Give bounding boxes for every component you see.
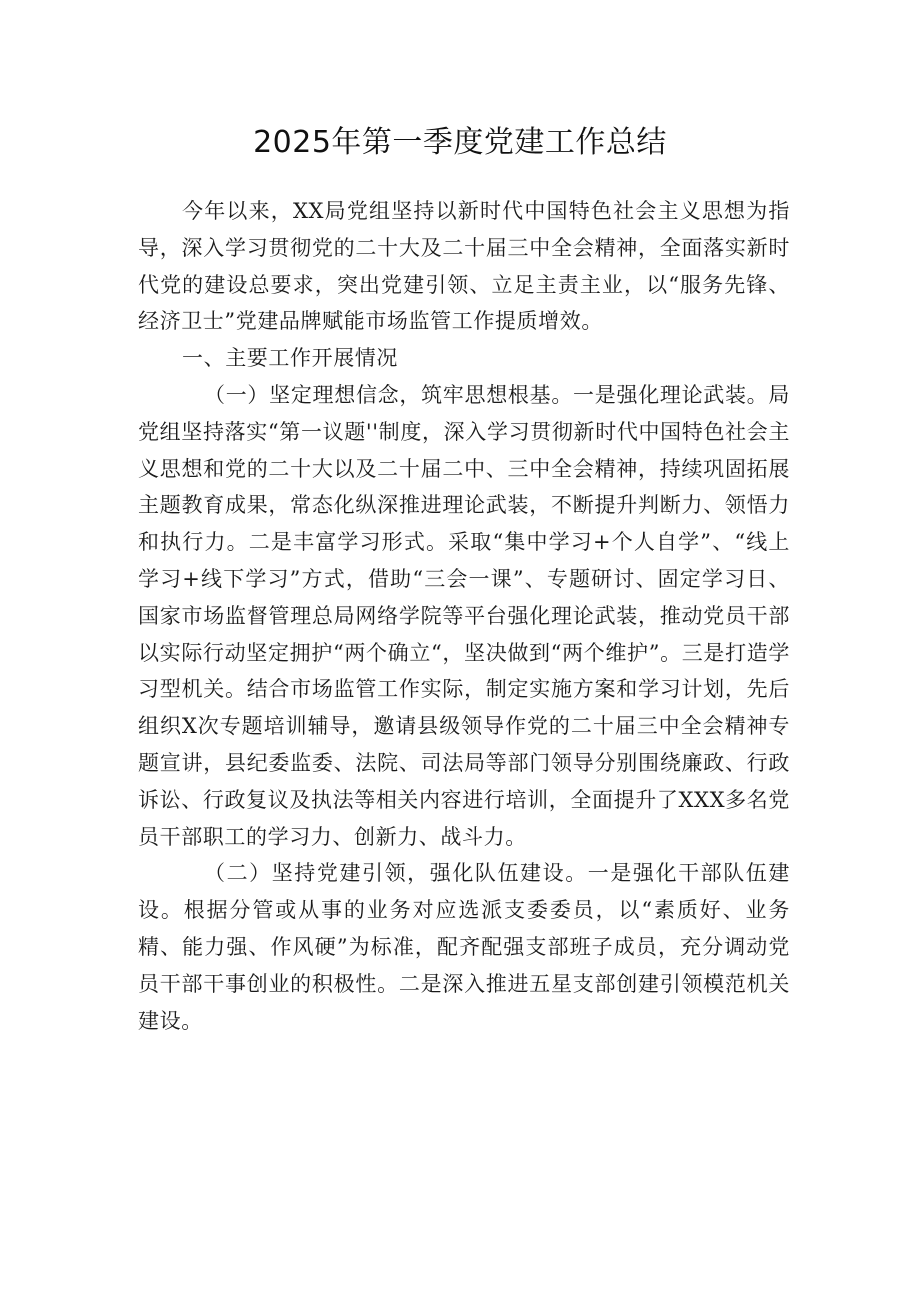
intro-paragraph: 今年以来，XX局党组坚持以新时代中国特色社会主义思想为指导，深入学习贯彻党的二十大及二十届三中全会精神，全面落实新时代党的建设总要求，突出党建引领、立足主责主业，以“服务先锋、经济卫士”党建品牌赋能市场监管工作提质增效。	[138, 199, 790, 334]
document-body	[138, 193, 790, 1039]
item-paragraph-1: （一）坚定理想信念，筑牢思想根基。一是强化理论武装。局党组坚持落实“第一议题''制度，深入学习贯彻新时代中国特色社会主义思想和党的二十大以及二十届二中、三中全会精神，持续巩固拓展主题教育成果，常态化纵深推进理论武装，不断提升判断力、领悟力和执行力。二是丰富学习形式。采取“集中学习+个人自学”、“线上学习+线下学习”方式，借助“三会一课”、专题研讨、固定学习日、国家市场监督管理总局网络学院等平台强化理论武装，推动党员干部以实际行动坚定拥护“两个确立“，坚决做到“两个维护”。三是打造学习型机关。结合市场监管工作实际，制定实施方案和学习计划，先后组织X次专题培训辅导，邀请县级领导作党的二十届三中全会精神专题宣讲，县纪委监委、法院、司法局等部门领导分别围绕廉政、行政诉讼、行政复议及执法等相关内容进行培训，全面提升了XXX多名党员干部职工的学习力、创新力、战斗力。	[138, 382, 790, 849]
document-title: 2025年第一季度党建工作总结	[253, 125, 667, 160]
item-paragraph-2: （二）坚持党建引领，强化队伍建设。一是强化干部队伍建设。根据分管或从事的业务对应选派支委委员，以“素质好、业务精、能力强、作风硬”为标准，配齐配强支部班子成员，充分调动党员干部干事创业的积极性。二是深入推进五星支部创建引领模范机关建设。	[138, 861, 790, 1033]
section-heading: 一、主要工作开展情况	[182, 346, 398, 371]
